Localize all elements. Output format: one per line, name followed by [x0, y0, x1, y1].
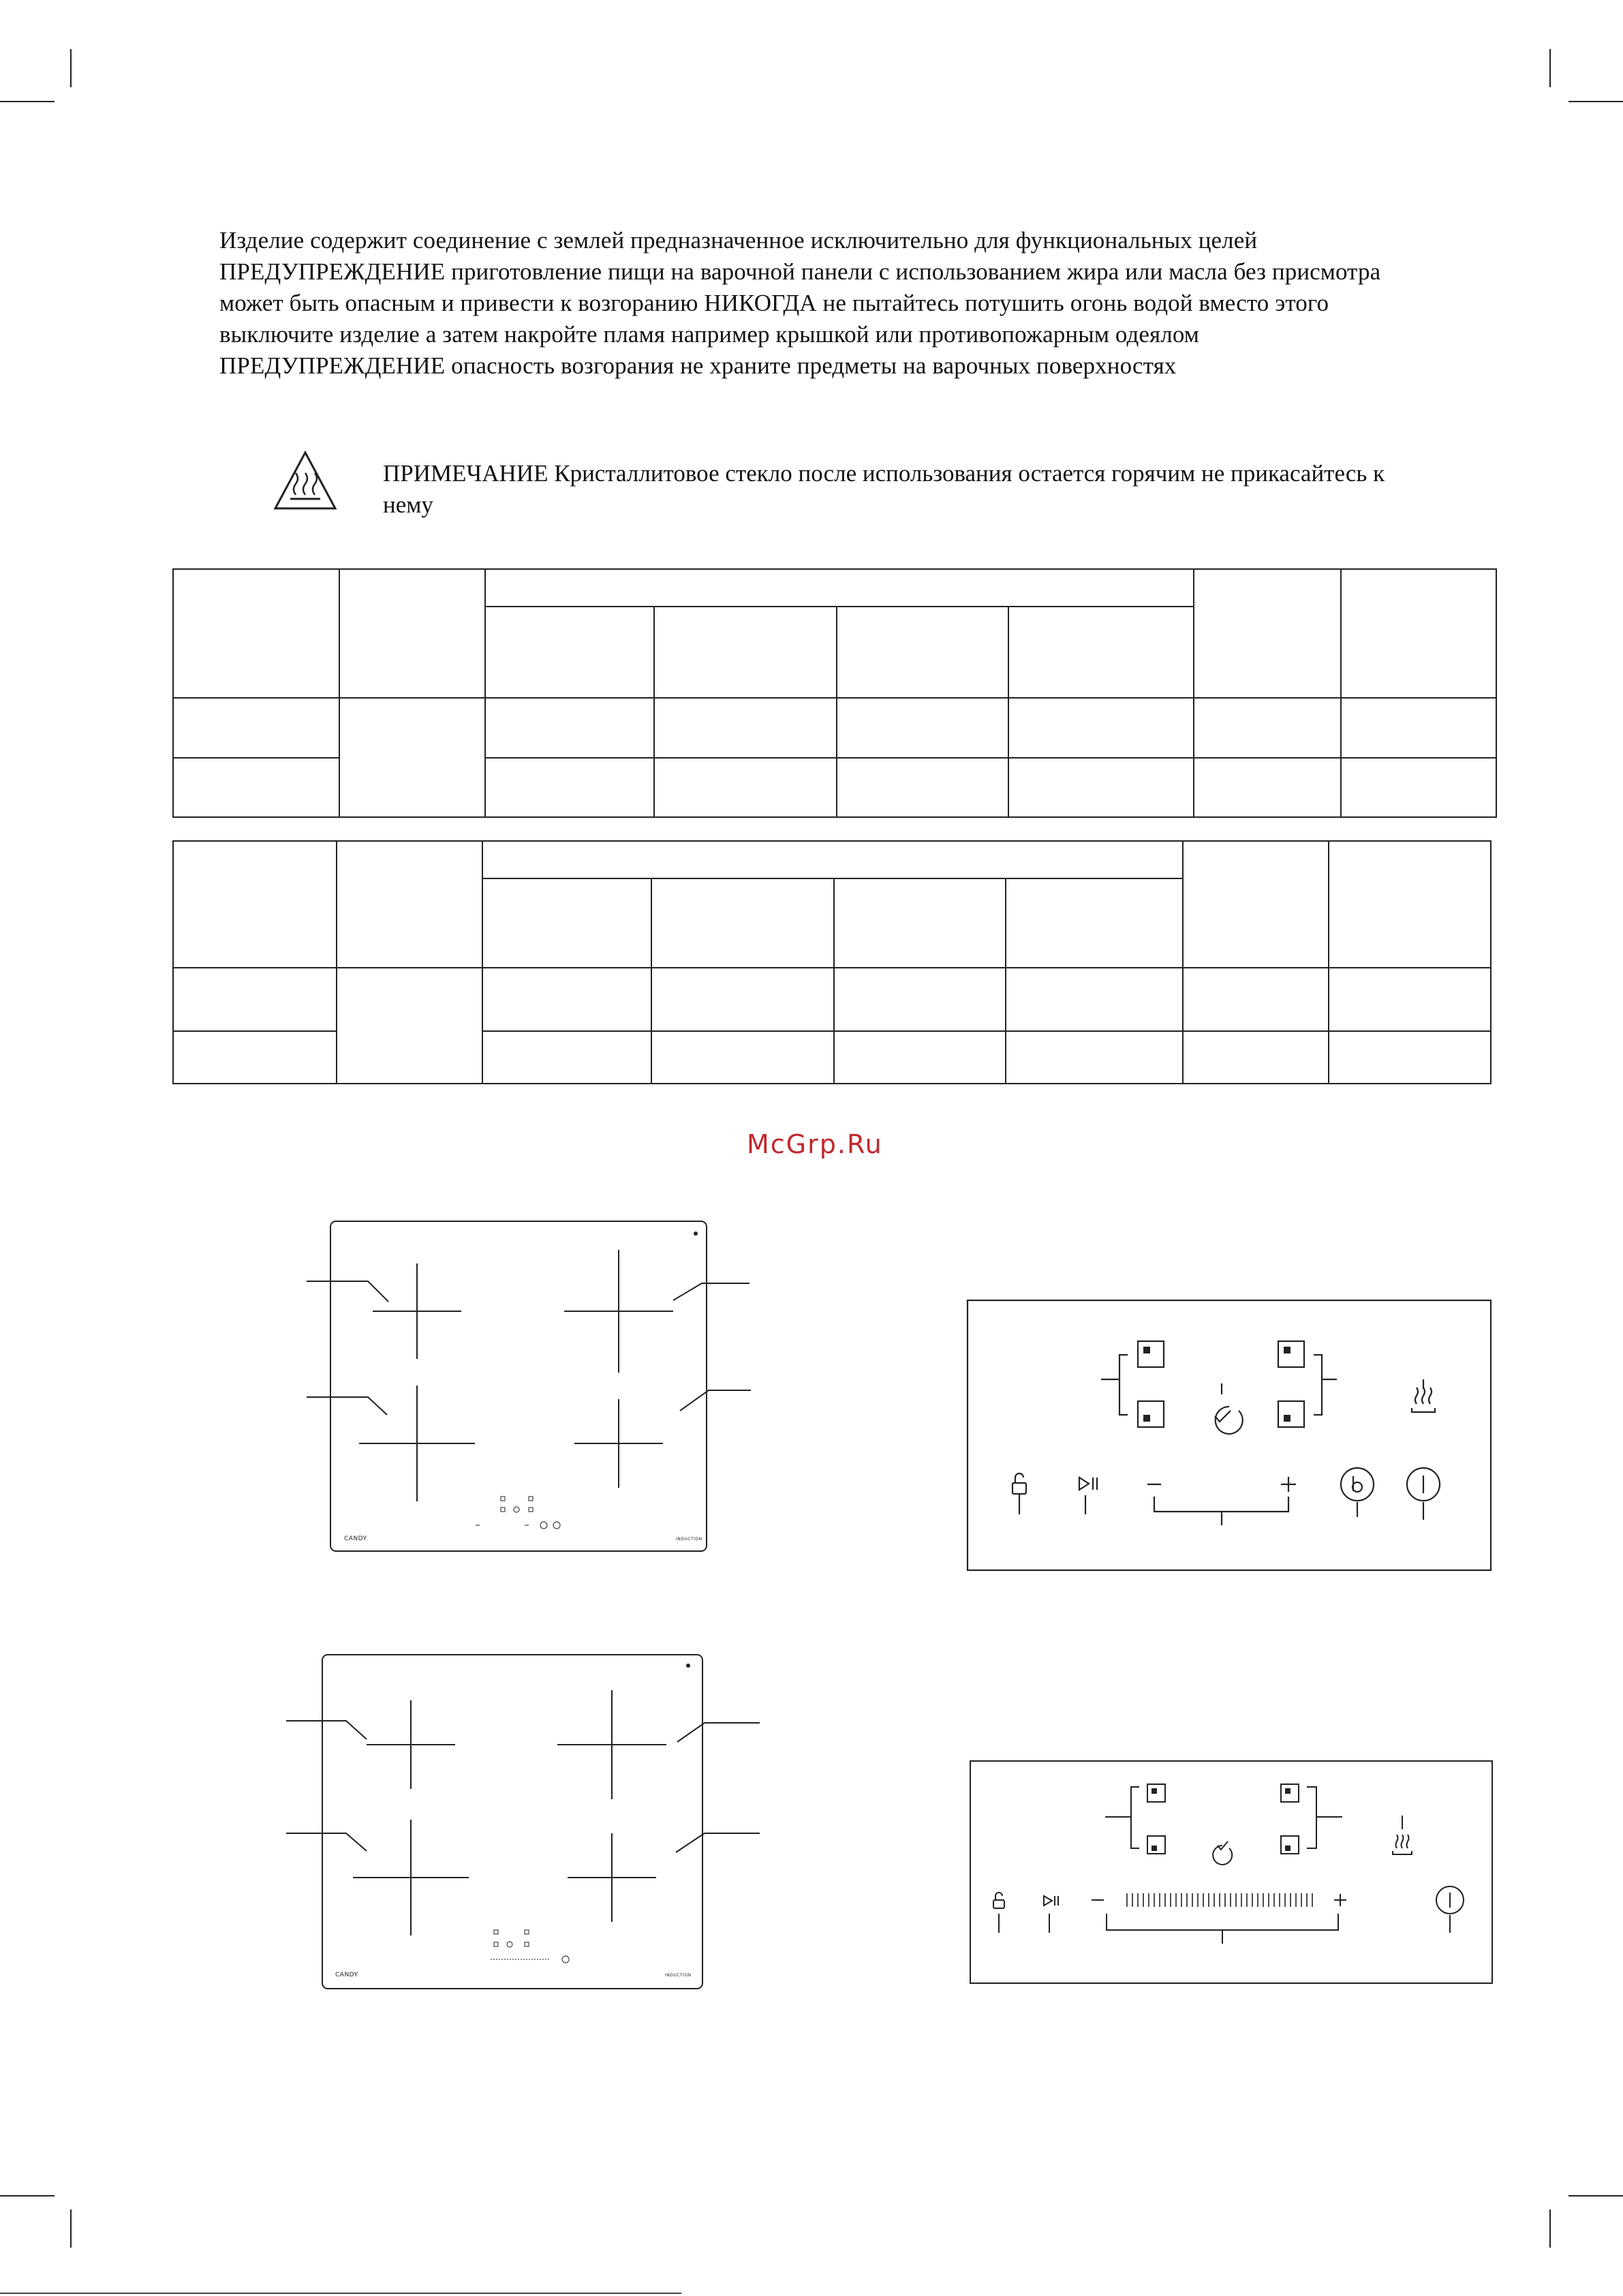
hob-brand-label: CANDY — [344, 1535, 367, 1542]
booster-icon[interactable] — [1341, 1468, 1374, 1517]
table-cell — [1008, 607, 1194, 698]
crop-mark — [70, 49, 72, 87]
table-cell — [339, 698, 485, 817]
footer-rule — [0, 2293, 681, 2294]
table-cell — [482, 1031, 651, 1084]
play-pause-icon[interactable] — [1044, 1896, 1058, 1933]
table-cell — [837, 758, 1008, 817]
table-cell — [1194, 569, 1341, 698]
table-cell — [1341, 569, 1496, 698]
table-cell — [834, 878, 1006, 968]
zone-select-icon[interactable] — [1147, 1784, 1299, 1854]
control-panel-1 — [966, 1299, 1494, 1573]
table-cell — [834, 968, 1006, 1031]
crop-mark — [0, 2195, 55, 2196]
crop-mark — [1568, 2195, 1623, 2196]
hob-model-label: INDUCTION — [676, 1537, 702, 1542]
table-cell — [173, 758, 339, 817]
note-text: ПРИМЕЧАНИЕ Кристаллитовое стекло после использования остается горячим не прикасайтесь к нему — [383, 460, 1385, 518]
table-cell — [173, 968, 337, 1031]
crop-mark — [1568, 101, 1623, 102]
plus-icon[interactable] — [1334, 1894, 1346, 1906]
table-cell — [1341, 758, 1496, 817]
safety-text — [219, 225, 1432, 382]
crop-mark — [70, 2209, 72, 2248]
table-cell — [1194, 698, 1341, 758]
hob-brand-label: CANDY — [335, 1972, 358, 1978]
table-cell — [651, 878, 834, 968]
keep-warm-icon[interactable] — [1412, 1379, 1435, 1412]
table-cell — [485, 569, 1194, 607]
crop-mark — [1549, 2209, 1551, 2248]
timer-icon[interactable] — [1213, 1841, 1232, 1865]
table-cell — [654, 607, 837, 698]
slider-icon[interactable] — [1127, 1893, 1312, 1907]
lock-icon[interactable] — [993, 1893, 1004, 1933]
watermark: McGrp.Ru — [747, 1129, 883, 1159]
table-cell — [339, 569, 485, 698]
spec-table-1 — [172, 568, 1497, 818]
note-block — [383, 458, 1405, 521]
table-cell — [1341, 698, 1496, 758]
hob-model-label: INDUCTION — [665, 1973, 692, 1978]
table-cell — [1008, 758, 1194, 817]
table-cell — [482, 968, 651, 1031]
table-cell — [1006, 968, 1183, 1031]
paragraph-fire-warning: ПРЕДУПРЕЖДЕНИЕ приготовление пищи на варочной панели с использованием жира или масла без присмотра может быть опасным и привести к возгоранию НИКОГДА не пытайтесь потушить огонь водой вместо этого выключите изделие а затем накройте пламя например крышкой или противопожарным одеялом — [219, 258, 1381, 348]
power-icon[interactable] — [1407, 1468, 1440, 1520]
table-cell — [651, 1031, 834, 1084]
table-cell — [654, 758, 837, 817]
table-cell — [1329, 968, 1491, 1031]
table-cell — [173, 841, 337, 968]
table-cell — [173, 1031, 337, 1084]
table-cell — [173, 698, 339, 758]
table-cell — [1183, 841, 1329, 968]
table-cell — [837, 698, 1008, 758]
table-cell — [1006, 878, 1183, 968]
hot-surface-warning-icon — [273, 450, 338, 512]
table-cell — [337, 841, 482, 968]
hob-diagram-2 — [286, 1649, 763, 2004]
table-cell — [485, 758, 654, 817]
lock-icon[interactable] — [1013, 1473, 1026, 1514]
crop-mark — [0, 101, 55, 102]
hob-diagram-1 — [300, 1213, 763, 1567]
control-panel-2 — [969, 1760, 1495, 1986]
table-cell — [1194, 758, 1341, 817]
keep-warm-icon[interactable] — [1393, 1816, 1412, 1854]
table-cell — [651, 968, 834, 1031]
table-cell — [837, 607, 1008, 698]
table-cell — [173, 569, 339, 698]
spec-table-2 — [172, 840, 1491, 1084]
table-cell — [1183, 968, 1329, 1031]
crop-mark — [1549, 49, 1551, 87]
paragraph-ground: Изделие содержит соединение с землей предназначенное исключительно для функциональных целей — [219, 227, 1258, 254]
table-cell — [654, 698, 837, 758]
table-cell — [482, 841, 1183, 878]
paragraph-storage-warning: ПРЕДУПРЕЖДЕНИЕ опасность возгорания не храните предметы на варочных поверхностях — [219, 352, 1177, 379]
table-cell — [485, 698, 654, 758]
table-cell — [1006, 1031, 1183, 1084]
table-cell — [485, 607, 654, 698]
timer-icon[interactable] — [1215, 1383, 1243, 1434]
table-cell — [1329, 841, 1491, 968]
table-cell — [337, 968, 482, 1084]
plus-icon[interactable] — [1281, 1477, 1296, 1492]
table-cell — [1329, 1031, 1491, 1084]
power-icon[interactable] — [1436, 1886, 1464, 1933]
play-pause-icon[interactable] — [1079, 1478, 1097, 1514]
table-cell — [1183, 1031, 1329, 1084]
table-cell — [834, 1031, 1006, 1084]
table-cell — [1008, 698, 1194, 758]
table-cell — [482, 878, 651, 968]
